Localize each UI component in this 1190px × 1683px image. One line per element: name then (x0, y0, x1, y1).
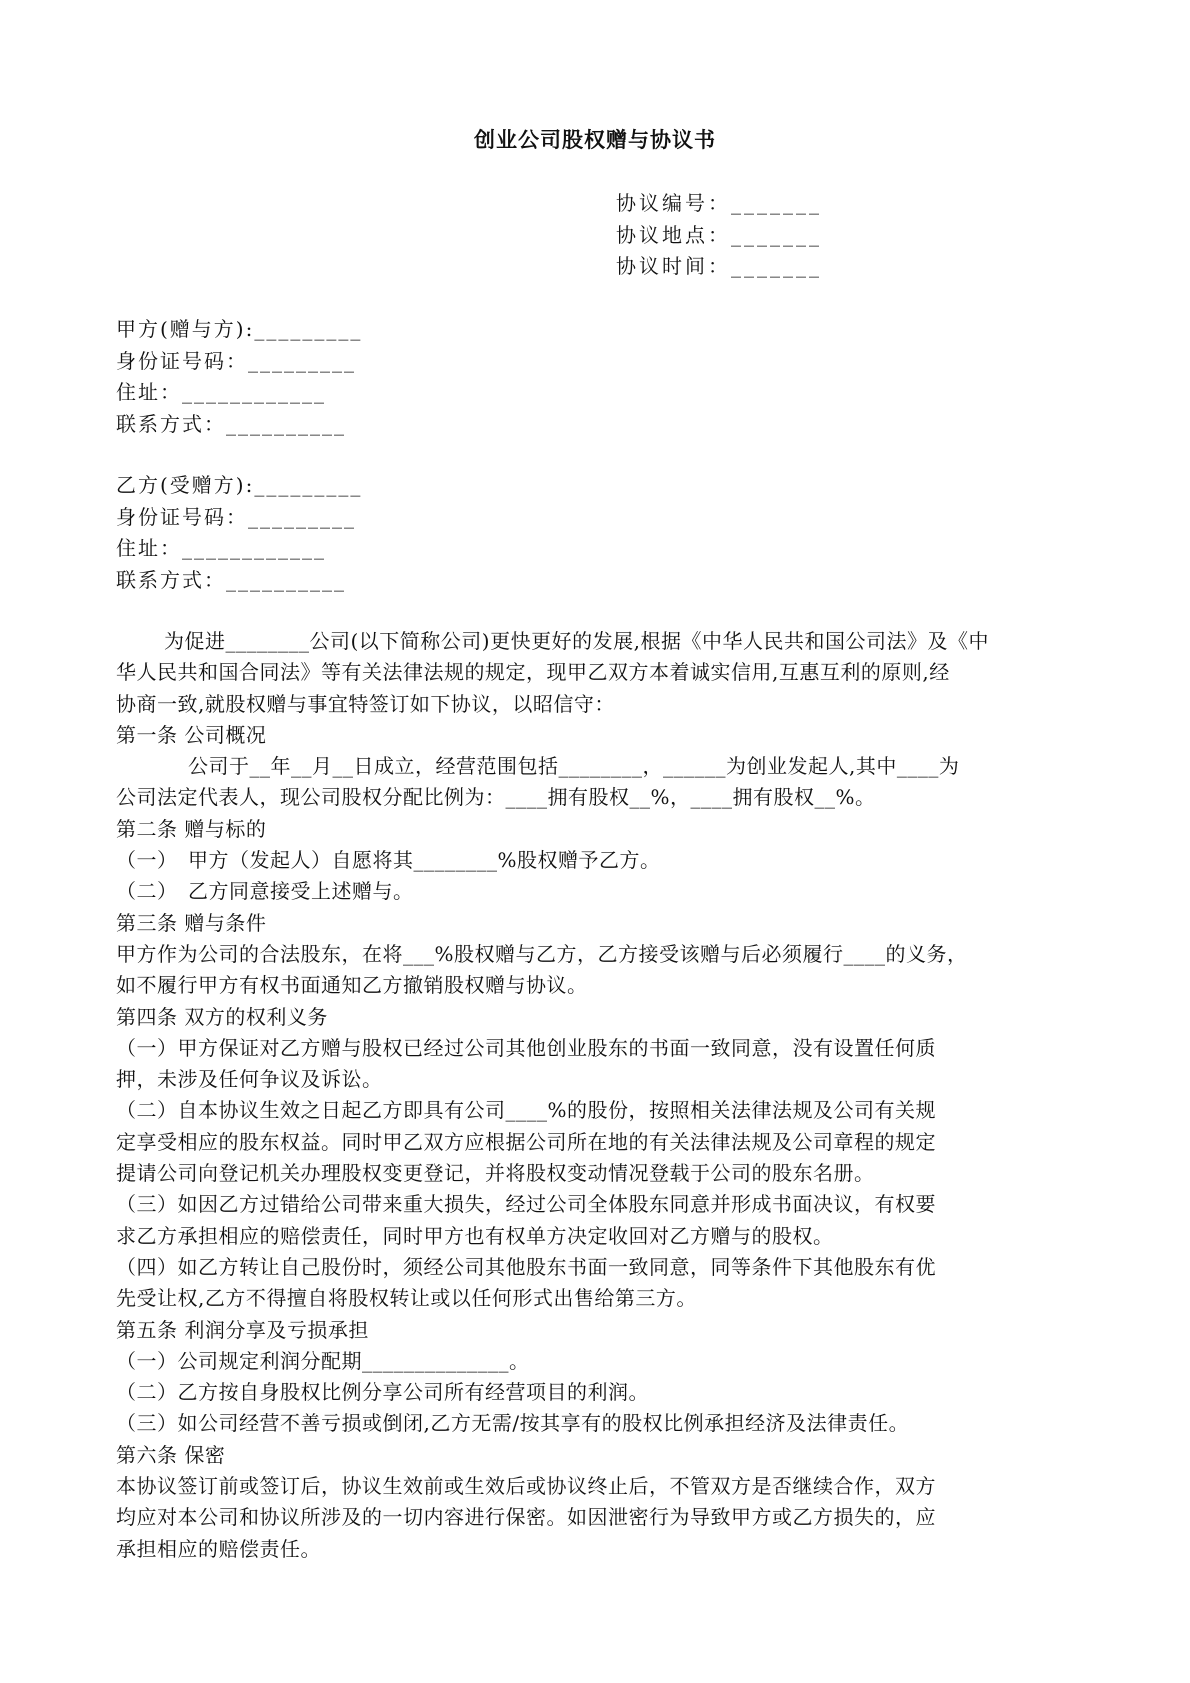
party-a-contact: 联系方式：__________ (116, 411, 346, 436)
article-text-line: 均应对本公司和协议所涉及的一切内容进行保密。如因泄密行为导致甲方或乙方损失的，应 (116, 1505, 936, 1530)
clause-line: （三）如公司经营不善亏损或倒闭,乙方无需/按其享有的股权比例承担经济及法律责任。 (116, 1411, 910, 1436)
party-a-name: 甲方(赠与方):_________ (116, 317, 363, 341)
preamble-line: 协商一致,就股权赠与事宜特签订如下协议，以昭信守： (116, 691, 615, 716)
article-text-line: 如不履行甲方有权书面通知乙方撤销股权赠与协议。 (116, 973, 588, 998)
clause-line: （一）甲方保证对乙方赠与股权已经过公司其他创业股东的书面一致同意，没有设置任何质 (116, 1035, 936, 1060)
article-text-line: 公司法定代表人，现公司股权分配比例为：____拥有股权__%，____拥有股权__%。 (116, 785, 876, 810)
clause-line: （四）如乙方转让自己股份时，须经公司其他股东书面一致同意，同等条件下其他股东有优 (116, 1254, 936, 1279)
party-b-name: 乙方(受赠方):_________ (116, 473, 363, 497)
article-heading: 第四条 双方的权利义务 (116, 1004, 328, 1029)
article-heading: 第三条 赠与条件 (116, 910, 267, 935)
party-a-address: 住址：____________ (116, 380, 326, 404)
article-heading: 第一条 公司概况 (116, 722, 267, 747)
preamble-line: 华人民共和国合同法》等有关法律法规的规定，现甲乙双方本着诚实信用,互惠互利的原则,经 (116, 660, 950, 685)
party-b-contact: 联系方式：__________ (116, 567, 346, 592)
party-b-address: 住址：____________ (116, 536, 326, 560)
clause-line: 先受让权,乙方不得擅自将股权转让或以任何形式出售给第三方。 (116, 1286, 697, 1311)
clause-line: 定享受相应的股东权益。同时甲乙双方应根据公司所在地的有关法律法规及公司章程的规定 (116, 1129, 936, 1154)
article-heading: 第二条 赠与标的 (116, 816, 267, 841)
document-title: 创业公司股权赠与协议书 (474, 127, 716, 152)
agreement-time-field: 协议时间：_______ (616, 254, 822, 278)
article-text-line: 本协议签订前或签订后，协议生效前或生效后或协议终止后，不管双方是否继续合作，双方 (116, 1474, 936, 1499)
agreement-body (116, 626, 1076, 1565)
article-text-line: 承担相应的赔偿责任。 (116, 1536, 321, 1561)
article-text-line: 公司于__年__月__日成立，经营范围包括________，______为创业发起人,其中____为 (188, 754, 960, 779)
agreement-number-field: 协议编号：_______ (616, 191, 822, 215)
article-text-line: 甲方作为公司的合法股东，在将___%股权赠与乙方，乙方接受该赠与后必须履行____的义务， (116, 941, 968, 966)
clause-line: （一）公司规定利润分配期______________。 (116, 1348, 530, 1373)
agreement-meta (616, 188, 822, 283)
party-a-id: 身份证号码：_________ (116, 348, 356, 373)
clause-line: 求乙方承担相应的赔偿责任，同时甲方也有权单方决定收回对乙方赠与的股权。 (116, 1223, 834, 1248)
agreement-place-field: 协议地点：_______ (616, 222, 822, 247)
clause-line: （二） 乙方同意接受上述赠与。 (116, 879, 414, 904)
clause-line: 押，未涉及任何争议及诉讼。 (116, 1067, 383, 1092)
clause-line: 提请公司向登记机关办理股权变更登记，并将股权变动情况登载于公司的股东名册。 (116, 1161, 875, 1186)
party-a-block (116, 314, 362, 440)
party-b-id: 身份证号码：_________ (116, 504, 356, 529)
article-heading: 第六条 保密 (116, 1442, 226, 1467)
article-heading: 第五条 利润分享及亏损承担 (116, 1317, 369, 1342)
clause-line: （二）自本协议生效之日起乙方即具有公司____%的股份，按照相关法律法规及公司有关规 (116, 1098, 937, 1123)
preamble-line: 为促进________公司(以下简称公司)更快更好的发展,根据《中华人民共和国公司法》及《中 (164, 629, 989, 653)
clause-line: （二）乙方按自身股权比例分享公司所有经营项目的利润。 (116, 1380, 649, 1405)
clause-line: （一） 甲方（发起人）自愿将其________%股权赠予乙方。 (116, 848, 661, 873)
clause-line: （三）如因乙方过错给公司带来重大损失，经过公司全体股东同意并形成书面决议，有权要 (116, 1192, 936, 1217)
party-b-block (116, 470, 362, 596)
